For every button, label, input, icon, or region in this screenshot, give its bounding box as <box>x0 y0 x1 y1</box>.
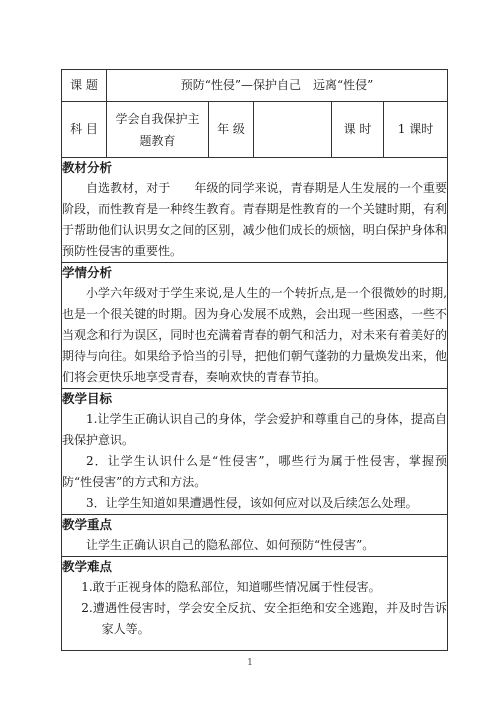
row-subject <box>62 70 448 102</box>
row-students <box>62 263 448 389</box>
key-points-text: 让学生正确认识自己的隐私部位、如何预防“性侵害”。 <box>86 538 375 552</box>
subject-label: 课 题 <box>62 70 107 102</box>
hours-label: 课 时 <box>332 102 384 158</box>
section-students <box>62 263 448 389</box>
course-value: 学会自我保护主题教育 <box>107 102 209 158</box>
hours-value: 1 课时 <box>384 102 448 158</box>
materials-heading: 教材分析 <box>62 160 113 175</box>
section-key-points <box>62 515 448 557</box>
section-materials <box>62 158 448 263</box>
lesson-plan-table <box>61 69 448 651</box>
row-key-points <box>62 515 448 557</box>
section-difficulties <box>62 557 448 651</box>
difficulty-item: 1.敢于正视身体的隐私部位，知道哪些情况属于性侵害。 <box>81 580 381 594</box>
row-goals <box>62 389 448 515</box>
goals-heading: 教学目标 <box>62 391 113 406</box>
goal-item: 1.让学生正确认识自己的身体，学会爱护和尊重自己的身体，提高自我保护意识。 <box>62 412 448 447</box>
difficulty-item: 2.遭遇性侵害时，学会安全反抗、安全拒绝和安全逃跑，并及时告诉家人等。 <box>81 601 448 636</box>
materials-text: 自选教材，对于 年级的同学来说，青春期是人生发展的一个重要阶段，而性教育是一种终生教育。青春期是性教育的一个关键时期，有利于帮助他们认识男女之间的区别，减少他们成长的烦恼，明白保护身体和预防性侵害的重要性。 <box>62 181 448 258</box>
row-course <box>62 102 448 158</box>
students-heading: 学情分析 <box>62 265 113 280</box>
difficulties-heading: 教学难点 <box>62 559 113 574</box>
row-difficulties <box>62 557 448 651</box>
grade-value <box>254 102 332 158</box>
page-number: 1 <box>247 658 253 668</box>
goal-item: 3．让学生知道如果遭遇性侵，该如何应对以及后续怎么处理。 <box>86 496 418 510</box>
grade-label: 年 级 <box>209 102 254 158</box>
subject-value: 预防“性侵”—保护自己 远离“性侵” <box>107 70 448 102</box>
key-points-heading: 教学重点 <box>62 517 113 532</box>
row-materials <box>62 158 448 263</box>
section-goals <box>62 389 448 515</box>
goal-item: 2．让学生认识什么是“性侵害”，哪些行为属于性侵害，掌握预防“性侵害”的方式和方法。 <box>62 454 448 489</box>
course-label: 科 目 <box>62 102 107 158</box>
students-text: 小学六年级对于学生来说,是人生的一个转折点,是一个很微妙的时期,也是一个很关键的时期。因为身心发展不成熟，会出现一些困惑，一些不当观念和行为误区，同时也充满着青春的朝气和活力，对未来有着美好的期待与向往。如果给予恰当的引导，把他们朝气蓬勃的力量焕发出来，他们将会更快乐地享受青春，奏响欢快的青春节拍。 <box>62 286 448 384</box>
